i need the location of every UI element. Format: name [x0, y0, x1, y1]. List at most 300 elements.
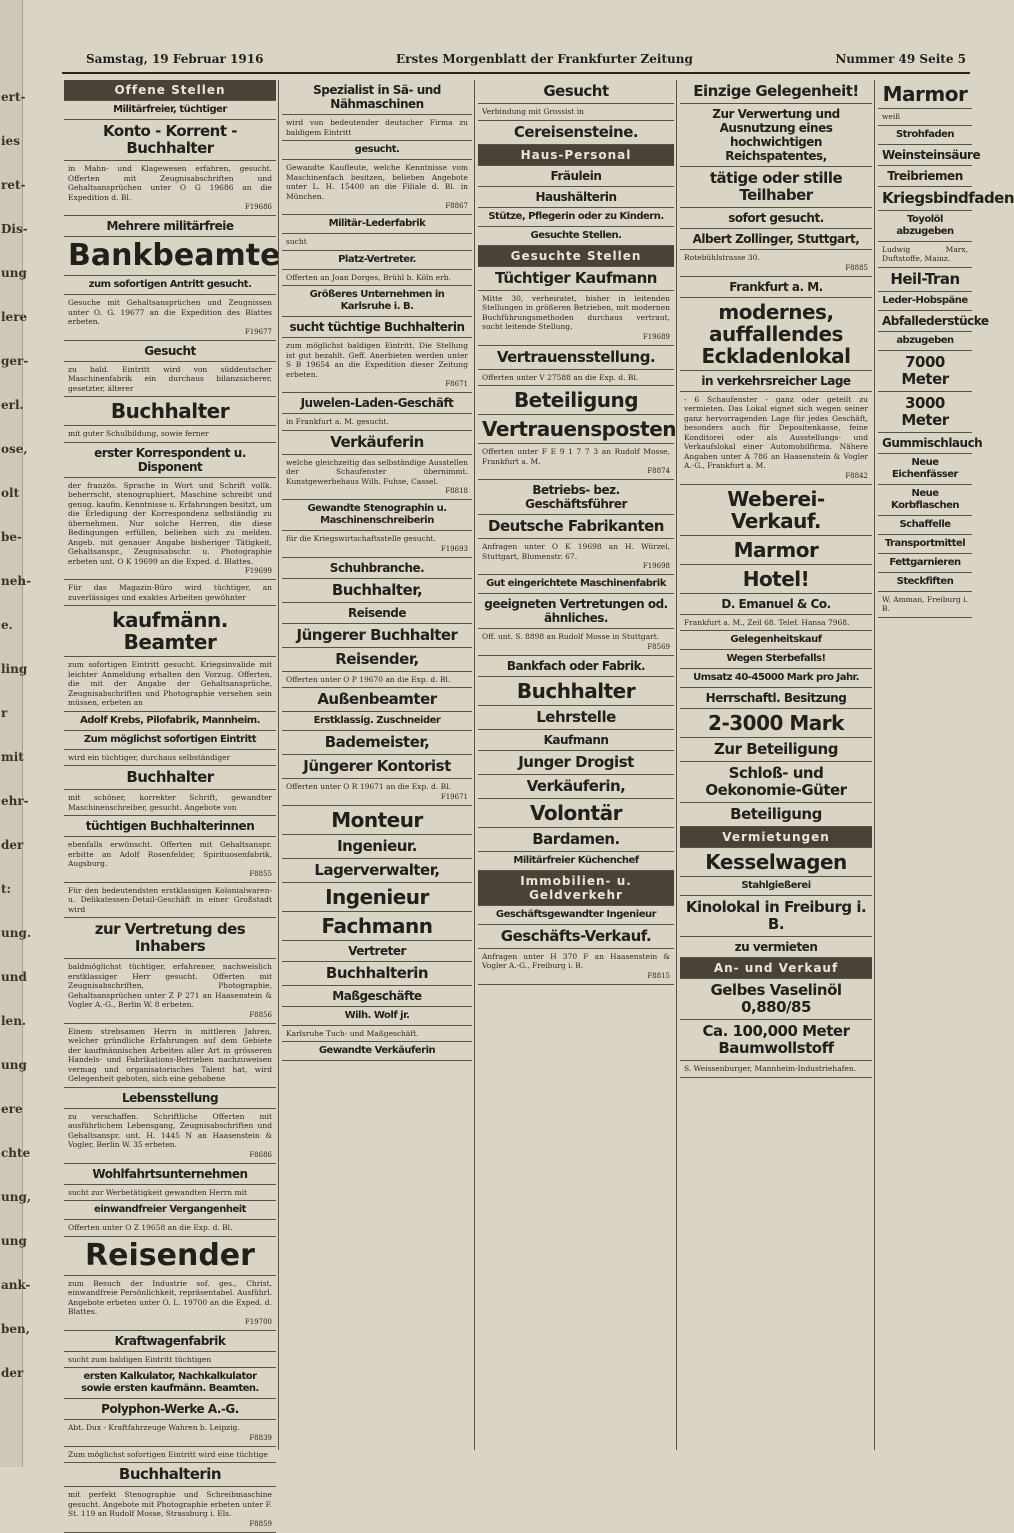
- strip-fragment: len.: [1, 1014, 27, 1028]
- ad-block: [878, 80, 972, 109]
- ad-block: [64, 1185, 276, 1202]
- ad-body-text: Zum möglichst sofortigen Eintritt wird eine tüchtige: [68, 1449, 268, 1459]
- ad-block: [64, 295, 276, 341]
- ad-headline: Kaufmann: [543, 732, 609, 747]
- ad-headline: Stahlgießerei: [741, 880, 811, 891]
- ad-reference-code: F19693: [440, 544, 468, 553]
- strip-fragment: e.: [1, 618, 13, 632]
- strip-fragment: ger-: [1, 354, 29, 368]
- ad-block: [478, 444, 674, 480]
- ad-headline: Gewandte Verkäuferin: [318, 1045, 436, 1056]
- ad-body-text: mit guter Schulbildung, sowie ferner: [68, 429, 209, 438]
- strip-fragment: ose,: [1, 442, 28, 456]
- ad-headline: Gummischlauch: [882, 435, 983, 450]
- ad-block: [680, 762, 872, 803]
- ad-block: [282, 859, 472, 883]
- ad-body-text: sucht: [286, 237, 307, 246]
- ad-body-text: S. Weissenburger, Mannheim-Industriehafen.: [684, 1064, 857, 1073]
- strip-fragment: und: [1, 970, 27, 984]
- ad-body-text: sucht zum baldigen Eintritt tüchtigen: [68, 1354, 212, 1364]
- ad-reference-code: F8815: [647, 971, 670, 980]
- ad-headline: Buchhalter: [110, 399, 230, 423]
- ad-headline: Militärfreier, tüchtiger: [113, 104, 227, 115]
- ad-block: [64, 580, 276, 606]
- ad-block: [878, 592, 972, 618]
- ad-headline: Wegen Sterbefalls!: [726, 653, 826, 664]
- ad-block: [680, 371, 872, 392]
- ad-block: [478, 291, 674, 346]
- ad-headline: Militär-Lederfabrik: [328, 218, 426, 229]
- ad-block: [282, 500, 472, 531]
- ad-block: [64, 397, 276, 426]
- ad-block: [478, 575, 674, 594]
- ad-headline: Toyolöl abzugeben: [896, 213, 954, 237]
- ad-block: [680, 298, 872, 371]
- ad-reference-code: F19671: [440, 792, 468, 801]
- ad-body-text: zum sofortigen Eintritt gesucht. Kriegsinvalide mit leichter Anmeldung erhalten den Vorzug. Offerten, die mit der Angabe der Gehaltsansprüche, Zeugnisabschriften und Photographie versehen sein müssen, erbeten an: [68, 660, 272, 707]
- ad-headline: Gut eingerichtete Maschinenfabrik: [486, 578, 666, 589]
- ad-block: [282, 251, 472, 270]
- ad-block: [478, 629, 674, 656]
- strip-fragment: Dis-: [1, 222, 28, 236]
- ad-display-headline: Reisender: [85, 1237, 255, 1273]
- ad-reference-code: F19699: [244, 567, 272, 575]
- ad-headline: ersten Kalkulator, Nachkalkulator sowie ersten kaufmänn. Beamten.: [81, 1371, 259, 1394]
- ad-headline: Außenbeamter: [317, 690, 437, 708]
- ad-headline: Weinsteinsäure: [882, 147, 981, 162]
- ad-body-text: Für das Magazin-Büro wird tüchtiger, an zuverlässiges und exaktes Arbeiten gewöhnter: [68, 583, 272, 602]
- ad-reference-code: F8885: [845, 263, 868, 272]
- ad-body-text: Verbindung mit Grossist in: [482, 107, 585, 116]
- ad-block: [878, 268, 972, 292]
- ad-block: [478, 906, 674, 925]
- ad-headline: Fettgarnieren: [889, 556, 961, 568]
- ad-reference-code: F8818: [445, 487, 468, 495]
- ad-headline: Spezialist in Sä- und Nähmaschinen: [313, 83, 441, 111]
- ad-body-text: Offerten an Joan Dorges, Brühl b. Köln erb.: [286, 272, 451, 282]
- ad-block: [64, 1420, 276, 1447]
- ad-block: [478, 187, 674, 208]
- ad-block: [282, 986, 472, 1007]
- ad-body-text: zum möglichst baldigen Eintritt. Die Stellung ist gut bezahlt. Geff. Anerbieten werden unter S B 19654 an die Expedition dieser Zeitung erbeten.: [286, 341, 468, 379]
- ad-headline: Vertrauensposten: [482, 417, 677, 441]
- ad-block: [680, 650, 872, 669]
- ad-body-text: W. Amman, Freiburg i. B.: [882, 594, 968, 613]
- ad-block: [878, 145, 981, 166]
- ad-block: [64, 426, 276, 443]
- ad-block: [680, 896, 872, 937]
- ad-block: [680, 565, 872, 594]
- section-header: Gesuchte Stellen: [478, 246, 674, 267]
- strip-fragment: ung: [1, 266, 27, 280]
- ad-body-text: Frankfurt a. M., Zeil 68. Telef. Hansa 7968.: [684, 617, 850, 627]
- column-divider: [676, 80, 677, 1450]
- ad-block: [680, 669, 872, 688]
- ad-headline: Tüchtiger Kaufmann: [495, 268, 657, 287]
- ad-block: [478, 539, 674, 575]
- ad-headline: Wilh. Wolf jr.: [344, 1009, 410, 1021]
- ad-headline: Buchhalterin: [325, 963, 429, 982]
- strip-fragment: ert-: [1, 90, 26, 104]
- ad-headline: Zur Beteiligung: [714, 740, 838, 758]
- ad-block: [64, 237, 281, 276]
- ad-headline: Marmor: [882, 82, 968, 106]
- ad-body-text: - 6 Schaufenster - ganz oder geteilt zu vermieten. Das Lokal eignet sich wegen seiner ganz hervorragenden Lage für jedes Geschäft, besonders auch für Depositenkasse, feine Konditorei oder als Ausstellungs- und Verkaufslokal einer Automobilfirma. Nähere Angaben unter A 786 an Haasenstein & Vogler A.-G., Frankfurt a. M.: [684, 394, 868, 470]
- ad-block: [282, 883, 472, 912]
- ad-headline: Jüngerer Kontorist: [303, 757, 451, 775]
- ad-block: [282, 431, 472, 455]
- ad-headline: Platz-Vertreter.: [338, 253, 416, 265]
- ad-headline: Gesucht: [543, 82, 609, 100]
- ad-headline: Albert Zollinger, Stuttgart,: [692, 232, 860, 246]
- ad-block: [878, 211, 972, 242]
- ad-block: [878, 485, 972, 516]
- ad-block: [64, 1463, 276, 1487]
- ad-headline: Treibriemen: [887, 168, 963, 183]
- ad-headline: Militärfreier Küchenchef: [513, 854, 639, 866]
- ad-headline: Haushälterin: [535, 189, 617, 204]
- ad-block: [282, 234, 472, 251]
- ad-body-text: baldmöglichst tüchtiger, erfahrener, nachweislich erstklassiger Herr gesucht. Offerten mit Zeugnisabschriften, Photographie, Gehaltsansprüchen unter Z P 271 an Haasenstein & Vogler A.-G., Berlin W. 8 erbeten.: [68, 962, 272, 1009]
- ad-block: [680, 485, 872, 536]
- ad-headline: zum sofortigen Antritt gesucht.: [88, 279, 252, 290]
- ad-block: [478, 346, 674, 370]
- ad-block: [64, 816, 276, 837]
- ad-block: [680, 104, 872, 167]
- column-divider: [874, 80, 875, 1450]
- ad-body-text: der französ. Sprache in Wort und Schrift vollk. beherrscht, stenographiert, Maschine schreibt und genug. kaufm. Kenntnisse u. Erfahrungen besitzt, um die Erledigung der Korrespondenz selbständig zu übernehmen. Nur solche Herren, die diese Bedingungen erfüllen, belieben sich zu melden. Angeb. mit genauer Angabe bisheriger Tätigkeit, Gehaltsanspr., Zeugnisabschr. u. Photographie erbeten unt. O K 19699 an die Exped. d. Blattes.: [68, 480, 272, 566]
- ad-block: [680, 277, 872, 298]
- ad-block: [64, 750, 276, 767]
- ad-headline: 7000 Meter: [901, 352, 949, 388]
- section-header: Immobilien- u. Geldverkehr: [478, 871, 674, 906]
- ad-headline: Herrschaftl. Besitzung: [705, 691, 847, 705]
- strip-fragment: ung,: [1, 1190, 32, 1204]
- ad-headline: modernes, auffallendes Eckladenlokal: [701, 299, 851, 368]
- ad-block: [478, 121, 674, 145]
- strip-fragment: ling: [1, 662, 28, 676]
- ad-block: [680, 803, 872, 827]
- ad-headline: Bardamen.: [532, 829, 620, 848]
- ad-block: [282, 531, 472, 558]
- ad-block: [680, 979, 872, 1020]
- ad-block: [478, 594, 674, 629]
- ad-block: [64, 161, 276, 216]
- ad-headline: Stütze, Pflegerin oder zu Kindern.: [488, 210, 664, 222]
- ad-headline: Cereisensteine.: [513, 122, 639, 141]
- ad-block: [478, 706, 674, 730]
- ad-body-text: ebenfalls erwünscht. Offerten mit Gehaltsanspr. erbitte an Adolf Rosenfelder, Spirituosenfabrik, Augsburg.: [68, 840, 272, 868]
- ad-body-text: Abt. Dux - Kraftfahrzeuge Wahren b. Leipzig.: [68, 1423, 240, 1432]
- ad-block: [282, 115, 472, 141]
- ad-block: [878, 187, 1014, 211]
- ad-reference-code: F8842: [845, 471, 868, 480]
- ad-block: [64, 1088, 276, 1109]
- ad-reference-code: F8856: [249, 1010, 272, 1019]
- strip-fragment: t:: [1, 882, 11, 896]
- column-3: [478, 80, 677, 1450]
- ad-headline: Schuhbranche.: [329, 560, 425, 575]
- ad-headline: Kesselwagen: [705, 850, 847, 874]
- ad-headline: Beteiligung: [513, 388, 639, 412]
- ad-block: [478, 730, 674, 751]
- ad-block: [64, 1331, 276, 1352]
- section-header: Offene Stellen: [64, 80, 276, 101]
- ad-block: [878, 126, 972, 145]
- ad-block: [478, 480, 674, 515]
- ad-headline: einwandfreier Vergangenheit: [94, 1204, 246, 1215]
- ad-headline: Zur Verwertung und Ausnutzung eines hochwichtigen Reichspatentes,: [712, 107, 840, 163]
- ad-headline: Lehrstelle: [536, 707, 616, 726]
- ad-block: [878, 332, 972, 351]
- ad-headline: abzugeben: [896, 334, 954, 346]
- ad-headline: Kraftwagenfabrik: [114, 1333, 226, 1348]
- ad-reference-code: F8569: [647, 642, 670, 651]
- ad-body-text: Für den bedeutendsten erstklassigen Kolonialwaren- u. Delikatessen-Detail-Geschäft in einer Großstadt wird: [68, 885, 272, 914]
- page-header: [86, 52, 966, 72]
- ad-block: [64, 1237, 276, 1276]
- ad-headline: Deutsche Fabrikanten: [488, 517, 664, 535]
- ad-block: [478, 799, 674, 828]
- ad-body-text: weiß: [882, 112, 901, 121]
- ad-block: [478, 852, 674, 871]
- ad-headline: Monteur: [331, 807, 423, 832]
- ad-block: [64, 362, 276, 398]
- ad-block: [478, 208, 674, 227]
- ad-block: [478, 677, 674, 706]
- ad-block: [64, 1447, 276, 1464]
- ad-block: [478, 267, 674, 291]
- strip-fragment: mit: [1, 750, 24, 764]
- ad-headline: 2-3000 Mark: [708, 711, 844, 735]
- strip-fragment: ank-: [1, 1278, 31, 1292]
- ad-block: [282, 603, 472, 624]
- ad-block: [680, 688, 872, 709]
- ad-block: [878, 109, 972, 126]
- ad-block: [478, 104, 674, 121]
- ad-body-text: zum Besuch der Industrie sof. ges., Christ, einwandfreie Persönlichkeit, repräsentabel. Ausführl. Angebote erbeten unter O. L. 19700 an die Exped. d. Blattes.: [68, 1278, 272, 1316]
- ad-block: [282, 731, 472, 755]
- ad-headline: Gelbes Vaselinöl 0,880/85: [710, 981, 842, 1016]
- ad-headline: Lagerverwalter,: [314, 860, 440, 879]
- ad-body-text: Rotebühlstrasse 30.: [684, 253, 760, 262]
- ad-block: [64, 731, 276, 750]
- ad-block: [282, 393, 472, 414]
- ad-block: [680, 167, 872, 208]
- ad-body-text: Karlsruhe Tuch- und Maßgeschäft.: [286, 1028, 419, 1038]
- section-header: Haus-Personal: [478, 145, 674, 166]
- ad-block: [478, 166, 674, 187]
- column-1: [64, 80, 281, 1528]
- ad-block: [680, 536, 872, 565]
- ad-block: [282, 688, 472, 712]
- ad-headline: Bademeister,: [324, 733, 430, 751]
- ad-block: [680, 1020, 872, 1061]
- ad-block: [680, 229, 872, 250]
- previous-page-edge: [0, 0, 32, 1467]
- ad-headline: Steckfiften: [896, 575, 954, 587]
- ad-block: [878, 535, 972, 554]
- ad-block: [680, 208, 872, 229]
- ad-headline: Adolf Krebs, Pilofabrik, Mannheim.: [80, 714, 260, 726]
- ad-block: [64, 1276, 276, 1331]
- ad-block: [64, 657, 276, 712]
- ad-body-text: wird ein tüchtiger, durchaus selbständiger: [68, 752, 231, 762]
- ad-reference-code: F19677: [244, 327, 272, 336]
- ad-block: [64, 341, 276, 362]
- ad-headline: Hotel!: [742, 566, 810, 591]
- ad-headline: Zum möglichst sofortigen Eintritt: [83, 733, 257, 745]
- ad-body-text: Mitte 30, verheiratet, bisher in leitenden Stellungen in größeren Betrieben, mit modernen Buchführungsmethoden durchaus vertraut, sucht leitende Stellung.: [482, 293, 670, 331]
- ad-block: [64, 918, 276, 959]
- strip-fragment: ung: [1, 1234, 27, 1248]
- ad-reference-code: F8867: [445, 202, 468, 210]
- ad-headline: Größeres Unternehmen in Karlsruhe i. B.: [309, 289, 445, 312]
- ad-block: [282, 558, 472, 579]
- strip-fragment: der: [1, 1366, 24, 1380]
- ad-body-text: Off. unt. S. 8898 an Rudolf Mosse in Stuttgart.: [482, 632, 660, 641]
- ad-headline: Verkäuferin,: [526, 776, 626, 795]
- ad-headline: Vertrauensstellung.: [496, 347, 656, 366]
- ad-headline: kaufmänn. Beamter: [112, 608, 228, 654]
- ad-block: [282, 317, 472, 338]
- ad-headline: Lebensstellung: [121, 1090, 219, 1105]
- ad-headline: Buchhalterin: [118, 1465, 222, 1483]
- ad-block: [64, 883, 276, 919]
- ad-block: [478, 751, 674, 775]
- strip-fragment: lere: [1, 310, 28, 324]
- ad-block: [64, 837, 276, 883]
- ad-headline: Gelegenheitskauf: [730, 634, 822, 645]
- ad-block: [282, 579, 472, 603]
- ad-headline: erster Korrespondent u. Disponent: [94, 445, 246, 474]
- ad-headline: sucht tüchtige Buchhalterin: [289, 320, 465, 334]
- ad-block: [282, 160, 472, 215]
- ad-body-text: mit schöner, korrekter Schrift, gewandter Maschinenschreiber, gesucht. Angebote von: [68, 793, 272, 812]
- ad-headline: gesucht.: [354, 144, 400, 155]
- ad-block: [282, 755, 472, 779]
- ad-block: [478, 925, 674, 949]
- ad-block: [478, 386, 674, 415]
- ad-headline: Konto - Korrent - Buchhalter: [103, 122, 237, 157]
- ad-headline: geeigneten Vertretungen od. ähnliches.: [484, 597, 668, 625]
- ad-block: [64, 1109, 276, 1164]
- header-page-number: Nummer 49 Seite 5: [835, 52, 966, 66]
- ad-block: [282, 835, 472, 859]
- ad-body-text: in Frankfurt a. M. gesucht.: [286, 417, 389, 426]
- ad-headline: Kriegsbindfaden: [882, 188, 1014, 207]
- ad-headline: Polyphon-Werke A.-G.: [101, 1402, 239, 1416]
- ad-headline: Fachmann: [321, 913, 433, 938]
- ad-block: [282, 1042, 472, 1061]
- ad-headline: Buchhalter: [126, 768, 214, 786]
- ad-block: [680, 80, 872, 104]
- ad-headline: tüchtigen Buchhalterinnen: [85, 819, 255, 833]
- ad-headline: Buchhalter,: [331, 580, 423, 599]
- strip-fragment: be-: [1, 530, 23, 544]
- strip-fragment: chte: [1, 1146, 31, 1160]
- ad-block: [478, 775, 674, 799]
- ad-block: [878, 573, 972, 592]
- column-2: [282, 80, 472, 1450]
- ad-reference-code: F19689: [642, 332, 670, 341]
- ad-block: [282, 1007, 472, 1026]
- header-masthead: Erstes Morgenblatt der Frankfurter Zeitung: [396, 52, 693, 66]
- ad-block: [282, 806, 472, 835]
- ad-block: [878, 166, 972, 187]
- header-rule: [62, 72, 970, 74]
- ad-headline: Erstklassig. Zuschneider: [313, 715, 441, 726]
- ad-block: [680, 937, 872, 958]
- ad-block: [282, 648, 472, 672]
- ad-headline: Ingenieur: [325, 884, 429, 909]
- ad-block: [478, 515, 674, 539]
- ad-block: [680, 615, 872, 632]
- ad-block: [64, 766, 276, 790]
- ad-block: [64, 606, 276, 657]
- ad-reference-code: F19698: [642, 562, 670, 570]
- ad-headline: zur Vertretung des Inhabers: [94, 920, 246, 955]
- ad-block: [680, 631, 872, 650]
- ad-headline: Abfallederstücke: [882, 313, 989, 328]
- ad-headline: Maßgeschäfte: [332, 988, 422, 1003]
- ad-block: [64, 790, 276, 816]
- ad-block: [878, 292, 972, 311]
- strip-fragment: ret-: [1, 178, 26, 192]
- ad-block: [282, 624, 472, 648]
- strip-fragment: ung: [1, 1058, 27, 1072]
- ad-body-text: Einem strebsamen Herrn in mittleren Jahren, welcher gründliche Erfahrungen auf dem Gebiete der kaufmännischen Arbeiten aller Art in grösseren Handels- und Fabrikations-Betrieben nachzuweisen vermag und organisatorisches Talent hat, wird Gelegenheit geboten, sich eine gehobene: [68, 1026, 272, 1083]
- ad-block: [64, 1368, 276, 1399]
- ad-body-text: Offerten unter F E 9 1 7 7 3 an Rudolf Mosse, Frankfurt a. M.: [482, 447, 670, 466]
- strip-fragment: erl.: [1, 398, 24, 412]
- ad-headline: Weberei-Verkauf.: [727, 486, 825, 533]
- ad-body-text: in Mahn- und Klagewesen erfahren, gesucht. Offerten mit Zeugnisabschriften und Gehaltsansprüchen unter O G 19686 an die Expedition d. Bl.: [68, 164, 272, 202]
- ad-block: [878, 516, 972, 535]
- header-date: Samstag, 19 Februar 1916: [86, 52, 264, 66]
- ad-block: [878, 242, 972, 268]
- ad-block: [282, 338, 472, 393]
- ad-block: [64, 1201, 276, 1220]
- ad-headline: Marmor: [733, 537, 819, 562]
- ad-body-text: zu bald. Eintritt wird von süddeutscher Maschinenfabrik ein durchaus bilanzsicherer, gesetzter, älterer: [68, 364, 272, 393]
- ad-body-text: Offerten unter O P 19670 an die Exp. d. Bl.: [286, 674, 451, 684]
- ad-block: [282, 712, 472, 731]
- ad-headline: Reisende: [347, 605, 407, 620]
- ad-headline: Beteiligung: [730, 805, 822, 823]
- ad-block: [878, 454, 972, 485]
- column-divider: [278, 80, 279, 1450]
- ad-block: [64, 1399, 276, 1420]
- ad-block: [64, 1024, 276, 1088]
- ad-block: [680, 594, 872, 615]
- ad-block: [64, 478, 276, 581]
- ad-reference-code: F8686: [249, 1150, 272, 1159]
- strip-fragment: ere: [1, 1102, 23, 1116]
- ad-headline: Junger Drogist: [518, 752, 634, 771]
- ad-block: [282, 270, 472, 287]
- ad-headline: Heil-Tran: [890, 269, 960, 288]
- strip-fragment: ben,: [1, 1322, 30, 1336]
- ad-block: [64, 712, 276, 731]
- ad-headline: Ca. 100,000 Meter Baumwollstoff: [702, 1022, 850, 1057]
- ad-headline: Leder-Hobspäne: [882, 294, 968, 306]
- section-header: An- und Verkauf: [680, 958, 872, 979]
- ad-headline: Umsatz 40-45000 Mark pro Jahr.: [693, 672, 859, 683]
- ad-block: [878, 392, 972, 433]
- ad-body-text: Gewandte Kaufleute, welche Kenntnisse vom Maschinenfach besitzen, belieben Angebote unter L. H. 15400 an die Filiale d. Bl. in München.: [286, 163, 468, 201]
- ad-body-text: welche gleichzeitig das selbständige Ausstellen der Schaufenster übernimmt. Kunstgewerbehaus Wilh. Fuhse, Cassel.: [286, 457, 468, 486]
